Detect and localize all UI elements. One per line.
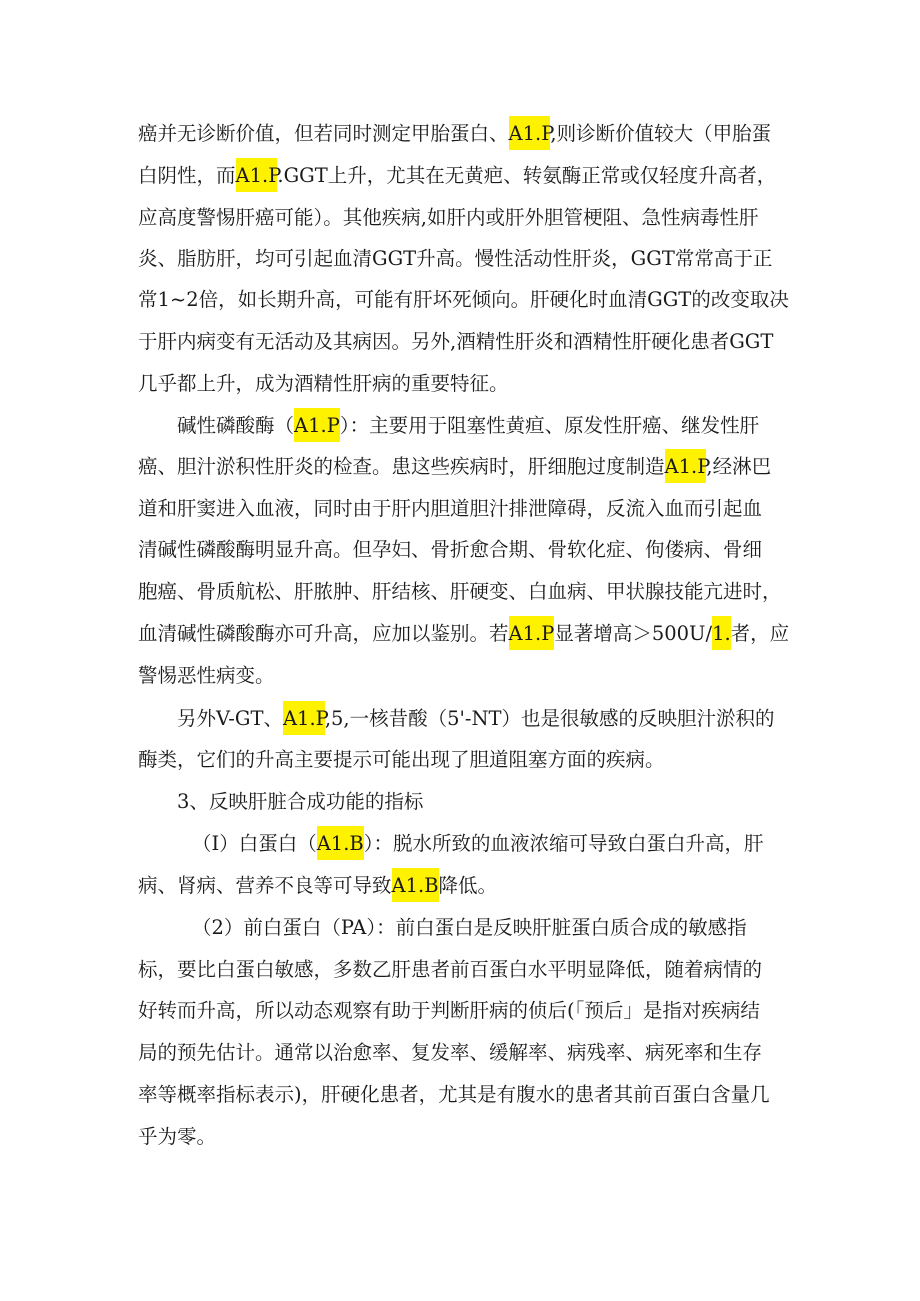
text-span: 3、反映肝脏合成功能的指标 <box>177 790 424 813</box>
text-line <box>138 369 920 399</box>
text-span: 好转而升高，所以动态观察有助于判断肝病的侦后(「预后」是指对疾病结 <box>138 999 760 1022</box>
text-span: 白阴性，而 <box>138 164 236 187</box>
text-span: ,经淋巴 <box>706 455 772 478</box>
highlighted-text: A1.P <box>283 701 325 735</box>
text-span: 清碱性磷酸酶明显升高。但孕妇、骨折愈合期、骨软化症、佝偻病、骨细 <box>138 538 763 561</box>
text-line <box>138 745 920 775</box>
text-line <box>138 452 920 482</box>
highlighted-text: A1.P <box>509 616 555 650</box>
text-span: ）：脱水所致的血液浓缩可导致白蛋白升高，肝 <box>363 832 764 855</box>
text-line <box>138 955 920 985</box>
text-line <box>192 829 920 859</box>
text-span: 乎为零。 <box>138 1125 217 1148</box>
text-line <box>138 494 920 524</box>
text-span: 道和肝窦进入血液，同时由于肝内胆道胆汁排泄障碍，反流入血而引起血 <box>138 497 763 520</box>
text-span: 癌、胆汁淤积性肝炎的检查。患这些疾病时，肝细胞过度制造 <box>138 455 665 478</box>
text-span: 应高度警惕肝癌可能）。其他疾病,如肝内或肝外胆管梗阻、急性病毒性肝 <box>138 206 759 229</box>
text-line <box>138 119 920 149</box>
text-span: 率等概率指标表示)，肝硬化患者，尤其是有腹水的患者其前百蛋白含量几 <box>138 1083 770 1106</box>
text-span: 酶类，它们的升高主要提示可能出现了胆道阻塞方面的疾病。 <box>138 748 665 771</box>
text-line <box>138 619 920 649</box>
text-line <box>192 913 920 943</box>
text-span: 局的预先估计。通常以治愈率、复发率、缓解率、病残率、病死率和生存 <box>138 1041 763 1064</box>
highlighted-text: A1.P <box>665 449 707 483</box>
text-span: 标，要比白蛋白敏感，多数乙肝患者前百蛋白水平明显降低，随着病情的 <box>138 958 763 981</box>
highlighted-text: A1.P <box>509 116 551 150</box>
text-line <box>138 1080 920 1110</box>
text-line <box>138 244 920 274</box>
text-line <box>138 1038 920 1068</box>
highlighted-text: A1.B <box>392 868 439 902</box>
text-line <box>138 535 920 565</box>
text-span: 者，应 <box>730 622 790 645</box>
text-line <box>138 577 920 607</box>
text-span: .GGT上升，尤其在无黄疤、转氨酶正常或仅轻度升高者， <box>277 164 777 187</box>
text-line <box>138 203 920 233</box>
text-line <box>138 161 920 191</box>
text-span: 显著增高＞500U∕ <box>554 622 713 645</box>
text-span: 病、肾病、营养不良等可导致 <box>138 874 392 897</box>
text-line <box>138 1122 920 1152</box>
text-line <box>138 996 920 1026</box>
text-line <box>138 327 920 357</box>
text-span: 于肝内病变有无活动及其病因。另外,酒精性肝炎和酒精性肝硬化患者GGT <box>138 330 774 353</box>
highlighted-text: A1.P <box>294 408 340 442</box>
highlighted-text: 1. <box>712 616 731 650</box>
text-span: ,则诊断价值较大（甲胎蛋 <box>550 122 772 145</box>
text-span: ）：主要用于阻塞性黄疸、原发性肝癌、继发性肝 <box>339 414 760 437</box>
text-span: 碱性磷酸酶（ <box>177 414 295 437</box>
text-line <box>177 704 920 734</box>
text-span: （I）白蛋白（ <box>192 832 317 855</box>
text-span: 胞癌、骨质航松、肝脓肿、肝结核、肝硬变、白血病、甲状腺技能亢进时， <box>138 580 782 603</box>
text-span: 另外V-GT、 <box>177 707 283 730</box>
text-line <box>138 661 920 691</box>
text-span: （2）前白蛋白（PA）：前白蛋白是反映肝脏蛋白质合成的敏感指 <box>192 916 747 939</box>
text-span: ,5,一核昔酸（5'-NT）也是很敏感的反映胆汁淤积的 <box>324 707 775 730</box>
text-span: 炎、脂肪肝，均可引起血清GGT升高。慢性活动性肝炎，GGT常常高于正 <box>138 247 773 270</box>
section-heading <box>177 787 920 817</box>
highlighted-text: A1.B <box>317 826 364 860</box>
text-line <box>138 285 920 315</box>
text-span: 血清碱性磷酸酶亦可升高，应加以鉴别。若 <box>138 622 509 645</box>
text-span: 几乎都上升，成为酒精性肝病的重要特征。 <box>138 372 509 395</box>
text-span: 癌并无诊断价值，但若同时测定甲胎蛋白、 <box>138 122 509 145</box>
text-span: 常1~2倍，如长期升高，可能有肝坏死倾向。肝硬化时血清GGT的改变取决 <box>138 288 789 311</box>
text-span: 警惕恶性病变。 <box>138 664 275 687</box>
text-line <box>177 411 920 441</box>
text-line <box>138 871 920 901</box>
highlighted-text: A1.P <box>236 158 278 192</box>
text-span: 降低。 <box>438 874 498 897</box>
